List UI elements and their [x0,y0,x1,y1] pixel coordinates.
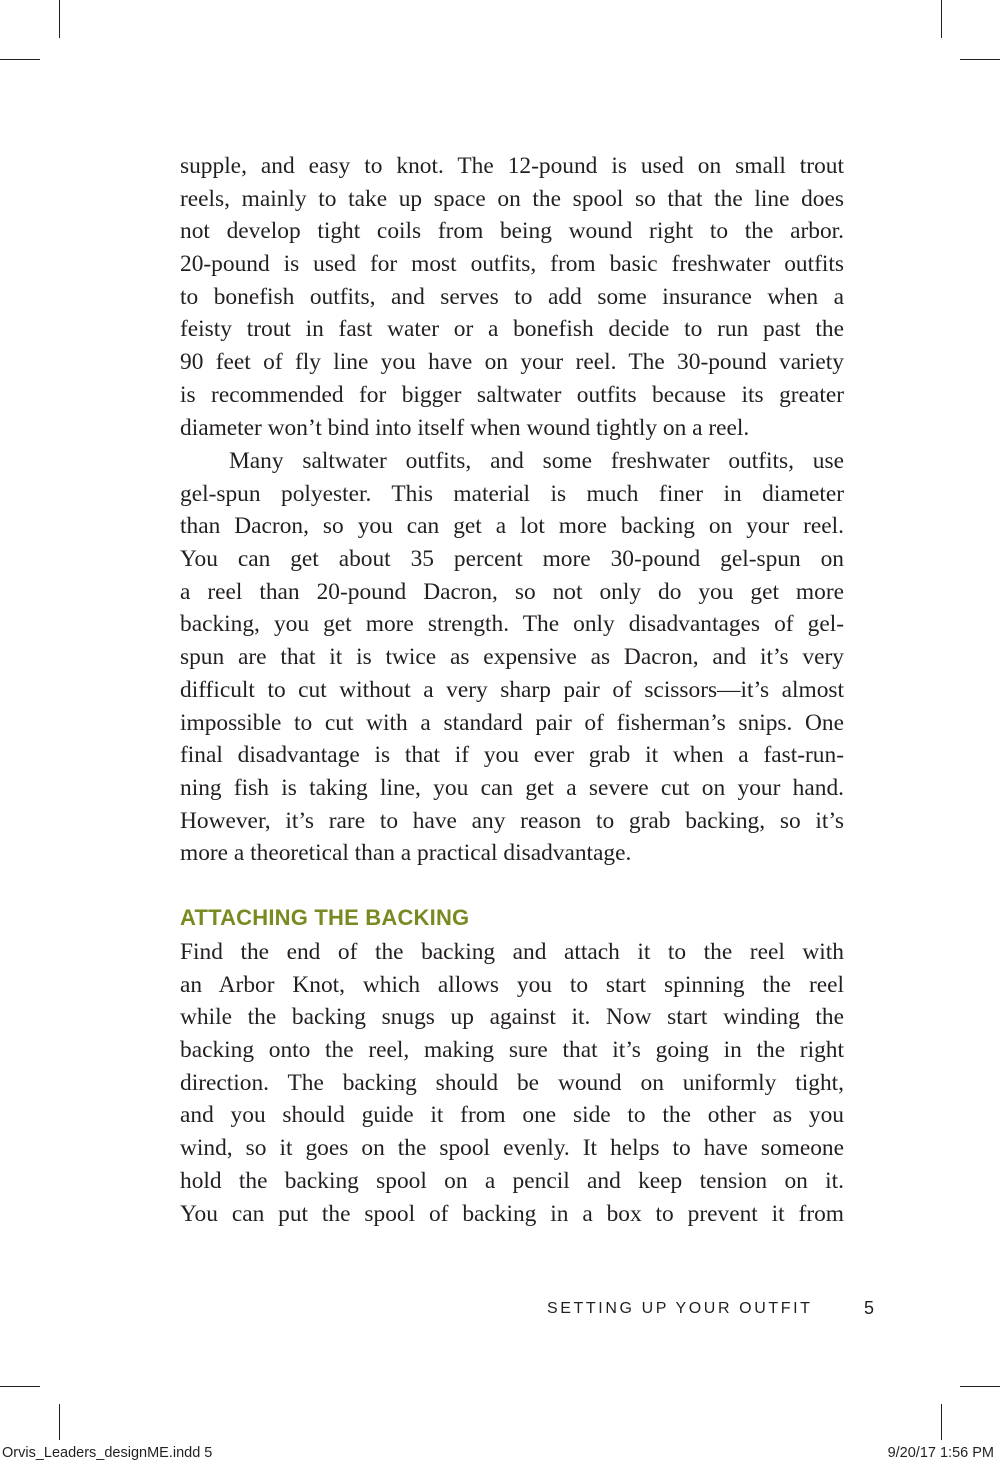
text-line: backing, you get more strength. The only disadvantages of gel- [180,611,844,638]
crop-mark-top-right-horizontal [960,59,1000,60]
crop-mark-bottom-left-horizontal [0,1386,40,1387]
text-line: You can get about 35 percent more 30-pound gel-spun on [180,546,844,573]
text-line: ning fish is taking line, you can get a severe cut on your hand. [180,774,844,801]
crop-mark-bottom-right-horizontal [960,1386,1000,1387]
text-line: is recommended for bigger saltwater outfits because its greater [180,381,844,408]
text-line: a reel than 20-pound Dacron, so not only do you get more [180,578,844,605]
paragraph-backing-weights [180,150,844,444]
text-line: 90 feet of fly line you have on your reel. The 30-pound variety [180,349,844,376]
paragraph-gel-spun [180,445,844,870]
text-line: reels, mainly to take up space on the spool so that the line does [180,185,844,212]
text-line: than Dacron, so you can get a lot more backing on your reel. [180,513,844,540]
running-footer: SETTING UP YOUR OUTFIT [547,1300,813,1317]
text-line: You can put the spool of backing in a box to prevent it from [180,1200,844,1227]
crop-mark-bottom-left-vertical [59,1404,60,1440]
text-line: diameter won’t bind into itself when wound tightly on a reel. [180,414,750,441]
print-slug-filename: Orvis_Leaders_designME.indd 5 [2,1445,213,1461]
text-line: not develop tight coils from being wound right to the arbor. [180,218,844,245]
section-heading: ATTACHING THE BACKING [180,905,470,930]
text-line: hold the backing spool on a pencil and keep tension on it. [180,1167,844,1194]
crop-mark-bottom-right-vertical [941,1404,942,1440]
text-line: difficult to cut without a very sharp pair of scissors—it’s almost [180,676,844,703]
text-line: impossible to cut with a standard pair of fisherman’s snips. One [180,709,844,736]
text-line: direction. The backing should be wound on uniformly tight, [180,1069,844,1096]
text-line: supple, and easy to knot. The 12-pound is used on small trout [180,153,844,179]
text-line: feisty trout in fast water or a bonefish decide to run past the [180,316,844,343]
page-number: 5 [864,1298,875,1318]
text-line: gel-spun polyester. This material is much finer in diameter [180,480,844,507]
text-line: while the backing snugs up against it. Now start winding the [180,1004,844,1031]
text-line: and you should guide it from one side to the other as you [180,1102,844,1129]
crop-mark-top-left-horizontal [0,59,40,60]
text-line: However, it’s rare to have any reason to grab backing, so it’s [180,807,844,834]
text-line: more a theoretical than a practical disadvantage. [180,840,632,867]
crop-mark-top-right-vertical [941,0,942,38]
paragraph-attaching-backing [180,936,844,1230]
print-slug-timestamp: 9/20/17 1:56 PM [887,1445,994,1461]
text-line: backing onto the reel, making sure that it’s going in the right [180,1037,844,1064]
text-line: to bonefish outfits, and serves to add some insurance when a [180,283,844,310]
text-line: wind, so it goes on the spool evenly. It helps to have someone [180,1135,844,1162]
text-line: 20-pound is used for most outfits, from basic freshwater outfits [180,251,844,278]
text-line: spun are that it is twice as expensive as Dacron, and it’s very [180,644,844,671]
text-line: Find the end of the backing and attach it to the reel with [180,939,844,965]
text-line: an Arbor Knot, which allows you to start spinning the reel [180,971,844,998]
text-line: final disadvantage is that if you ever grab it when a fast-run- [180,742,844,769]
text-line: Many saltwater outfits, and some freshwater outfits, use [229,448,844,474]
crop-mark-top-left-vertical [59,0,60,38]
